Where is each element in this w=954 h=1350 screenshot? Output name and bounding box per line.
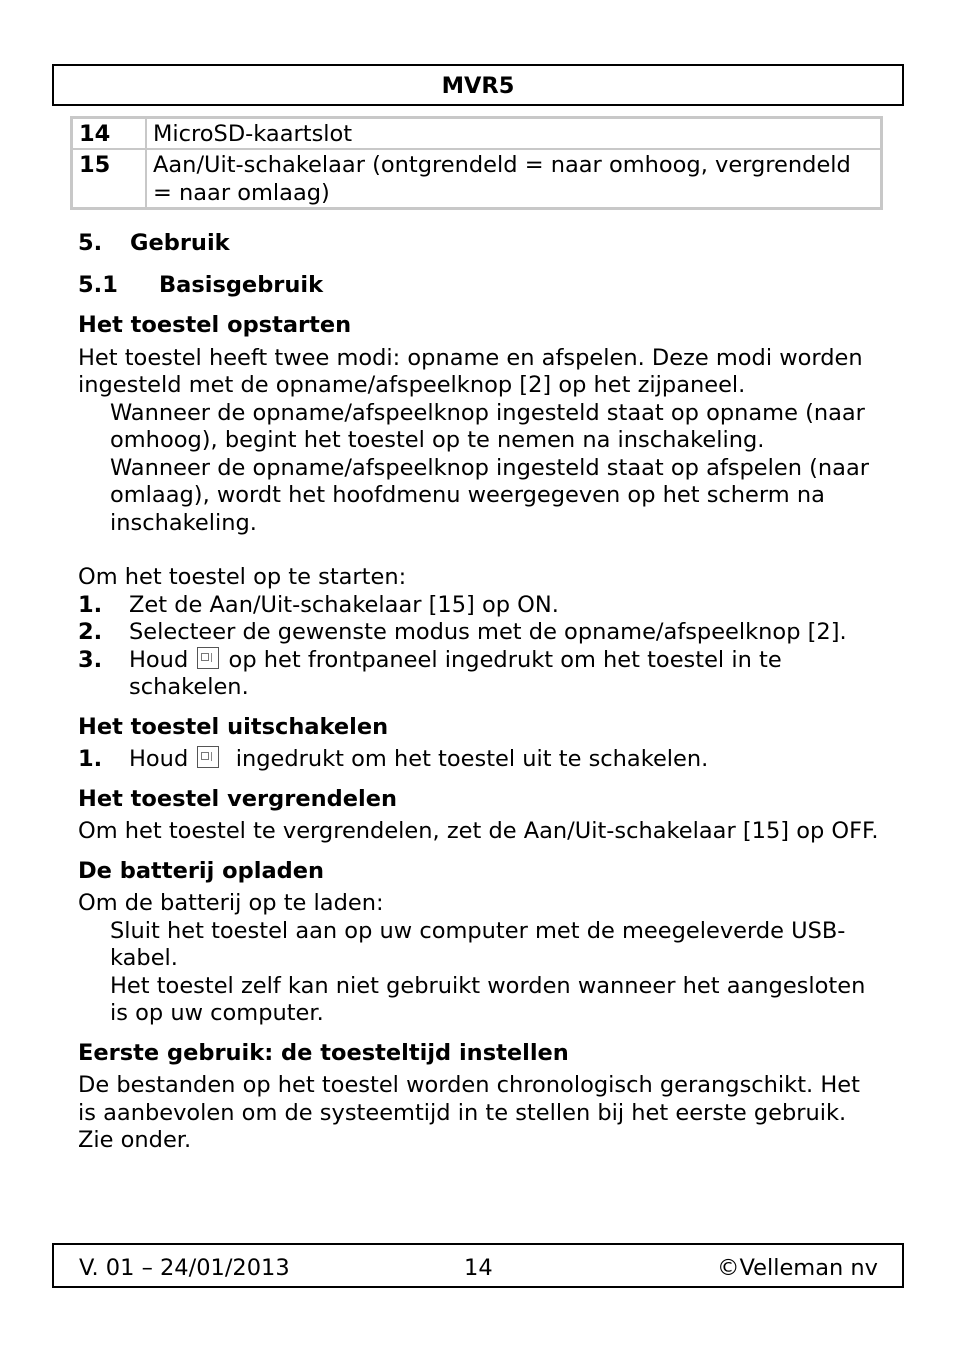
lock-text: Om het toestel te vergrendelen, zet de Aan/Uit-schakelaar [15] op OFF. bbox=[78, 818, 879, 844]
startup-intro: Het toestel heeft twee modi: opname en afspelen. Deze modi worden ingesteld met de opname/afspeelknop [2] op het zijpaneel. bbox=[78, 344, 863, 398]
footer-page-number: 14 bbox=[464, 1255, 493, 1281]
step-text bbox=[129, 746, 708, 774]
step-text bbox=[129, 647, 883, 702]
battery-item: Het toestel zelf kan niet gebruikt worden wanneer het aangesloten is op uw computer. bbox=[110, 972, 866, 1026]
part-description: Aan/Uit-schakelaar (ontgrendeld = naar omhoog, vergrendeld = naar omlaag) bbox=[146, 149, 882, 209]
step-number: 3. bbox=[78, 646, 103, 673]
list-item bbox=[78, 647, 883, 702]
step-text-before: Houd bbox=[129, 746, 189, 772]
page-content bbox=[78, 230, 883, 1155]
page-header bbox=[52, 64, 904, 106]
first-use-text: De bestanden op het toestel worden chronologisch gerangschikt. Het is aanbevolen om de systeemtijd in te stellen bij het eerste gebruik. Zie onder. bbox=[78, 1072, 860, 1153]
section-title: Gebruik bbox=[130, 230, 230, 256]
footer-version: V. 01 – 24/01/2013 bbox=[79, 1255, 290, 1281]
shutdown-heading: Het toestel uitschakelen bbox=[78, 713, 389, 740]
battery-item: Sluit het toestel aan op uw computer met de meegeleverde USB-kabel. bbox=[110, 917, 846, 971]
startup-item: Wanneer de opname/afspeelknop ingesteld staat op afspelen (naar omlaag), wordt het hoofdmenu weergegeven op het scherm na inschakeling. bbox=[110, 454, 869, 536]
list-item bbox=[78, 619, 883, 647]
subsection-heading bbox=[78, 272, 883, 312]
subsection-title: Basisgebruik bbox=[159, 272, 324, 298]
parts-table bbox=[70, 116, 883, 210]
part-number: 15 bbox=[72, 149, 147, 209]
power-button-icon bbox=[197, 746, 219, 768]
step-text-before: Houd bbox=[129, 646, 189, 673]
section-number: 5. bbox=[78, 230, 103, 256]
steps-intro: Om het toestel op te starten: bbox=[78, 564, 407, 590]
step-text: Selecteer de gewenste modus met de opname/afspeelknop [2]. bbox=[129, 619, 847, 645]
battery-heading: De batterij opladen bbox=[78, 857, 325, 884]
step-text-after: op het frontpaneel ingedrukt om het toestel in te schakelen. bbox=[129, 646, 782, 700]
header-title: MVR5 bbox=[441, 73, 515, 99]
list-item bbox=[78, 746, 883, 774]
step-text-after: ingedrukt om het toestel uit te schakelen. bbox=[235, 746, 709, 772]
shutdown-steps bbox=[78, 746, 883, 774]
startup-steps bbox=[78, 592, 883, 702]
step-number: 2. bbox=[78, 619, 103, 645]
page-footer bbox=[52, 1243, 904, 1288]
startup-heading: Het toestel opstarten bbox=[78, 312, 352, 338]
footer-copyright: ©Velleman nv bbox=[716, 1255, 878, 1281]
step-number: 1. bbox=[78, 746, 103, 772]
startup-item: Wanneer de opname/afspeelknop ingesteld staat op opname (naar omhoog), begint het toestel op te nemen na inschakeling. bbox=[110, 399, 865, 453]
table-row bbox=[72, 149, 882, 209]
lock-heading: Het toestel vergrendelen bbox=[78, 785, 397, 812]
part-description: MicroSD-kaartslot bbox=[146, 118, 882, 150]
table-row bbox=[72, 118, 882, 150]
battery-intro: Om de batterij op te laden: bbox=[78, 890, 384, 916]
power-button-icon bbox=[197, 647, 219, 669]
step-text: Zet de Aan/Uit-schakelaar [15] op ON. bbox=[129, 591, 559, 618]
subsection-number: 5.1 bbox=[78, 272, 118, 298]
part-number: 14 bbox=[72, 118, 147, 150]
list-item bbox=[78, 592, 883, 620]
first-use-heading: Eerste gebruik: de toesteltijd instellen bbox=[78, 1039, 569, 1066]
section-heading bbox=[78, 230, 883, 272]
step-number: 1. bbox=[78, 591, 103, 618]
